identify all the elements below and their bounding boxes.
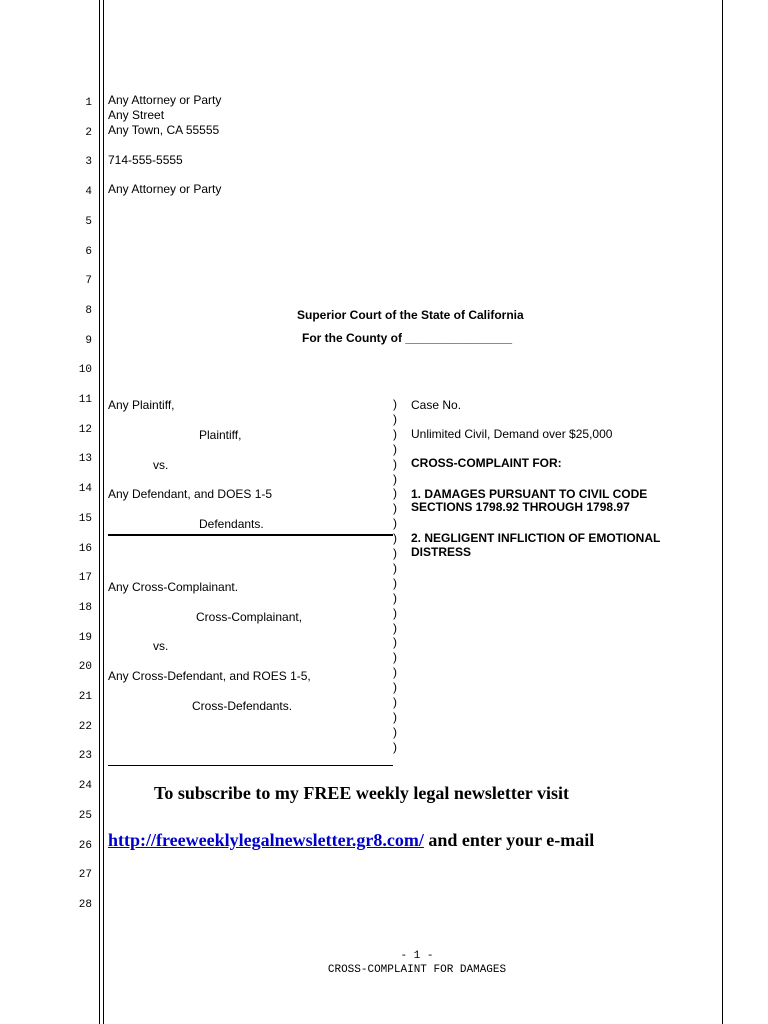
line-number: 12 (78, 423, 92, 436)
line-number: 5 (85, 215, 92, 228)
court-name: Superior Court of the State of California (297, 308, 524, 322)
defendant-role: Defendants. (199, 517, 264, 531)
caption-paren: ) (393, 635, 397, 650)
cross-complainant-role: Cross-Complainant, (196, 610, 303, 624)
left-margin-rule-outer (99, 0, 100, 1024)
caption-divider (108, 534, 393, 536)
footer-title: CROSS-COMPLAINT FOR DAMAGES (327, 964, 507, 976)
footer-page-number: - 1 - (400, 950, 434, 962)
caption-paren: ) (393, 411, 397, 426)
line-number: 27 (78, 869, 92, 882)
caption-paren: ) (393, 650, 397, 665)
attorney-phone: 714-555-5555 (108, 153, 183, 167)
line-number: 28 (78, 898, 92, 911)
caption-paren: ) (393, 441, 397, 456)
caption-paren: ) (393, 724, 397, 739)
caption-paren: ) (393, 680, 397, 695)
pleading-heading: CROSS-COMPLAINT FOR: (411, 456, 562, 470)
line-number: 2 (85, 126, 92, 139)
plaintiff-name: Any Plaintiff, (108, 398, 175, 412)
versus-2: vs. (153, 639, 169, 653)
caption-paren: ) (393, 575, 397, 590)
line-number: 8 (85, 304, 92, 317)
defendant-name: Any Defendant, and DOES 1-5 (108, 487, 273, 501)
caption-paren: ) (393, 531, 397, 546)
caption-paren: ) (393, 516, 397, 531)
caption-bottom-rule (108, 765, 393, 766)
line-number: 11 (78, 394, 92, 406)
caption-paren: ) (393, 620, 397, 635)
caption-paren: ) (393, 665, 397, 680)
caption-paren: ) (393, 426, 397, 441)
newsletter-line-2 (108, 830, 594, 851)
attorney-for: Any Attorney or Party (108, 182, 222, 196)
line-number: 26 (78, 839, 92, 852)
case-number-label: Case No. (411, 398, 462, 412)
line-number: 15 (78, 512, 92, 525)
line-number: 10 (78, 364, 92, 377)
caption-paren: ) (393, 456, 397, 471)
newsletter-link[interactable]: http://freeweeklylegalnewsletter.gr8.com/ (108, 830, 424, 850)
caption-paren: ) (393, 709, 397, 724)
caption-paren: ) (393, 560, 397, 575)
attorney-street: Any Street (108, 108, 165, 122)
caption-paren: ) (393, 739, 397, 754)
attorney-city: Any Town, CA 55555 (108, 123, 220, 137)
caption-paren: ) (393, 501, 397, 516)
line-number: 25 (78, 809, 92, 822)
caption-paren: ) (393, 590, 397, 605)
cause-2-line-2: DISTRESS (411, 545, 472, 559)
versus-1: vs. (153, 458, 169, 472)
left-margin-rule-inner (103, 0, 104, 1024)
line-number: 19 (78, 631, 92, 644)
caption-paren: ) (393, 605, 397, 620)
line-number: 1 (85, 97, 92, 109)
caption-paren: ) (393, 397, 397, 411)
line-number: 22 (78, 720, 92, 733)
plaintiff-role: Plaintiff, (199, 428, 242, 442)
right-margin-rule (722, 0, 723, 1024)
line-number: 4 (85, 186, 92, 199)
line-number: 3 (85, 156, 92, 169)
line-number: 13 (78, 453, 92, 466)
cause-1-line-2: SECTIONS 1798.92 THROUGH 1798.97 (411, 500, 630, 514)
newsletter-line-2-text: and enter your e-mail (423, 830, 595, 850)
cross-complainant-name: Any Cross-Complainant. (108, 580, 239, 594)
line-number: 16 (78, 542, 92, 555)
line-number: 20 (78, 661, 92, 674)
caption-paren: ) (393, 471, 397, 486)
caption-paren: ) (393, 546, 397, 560)
cause-2-line-1: 2. NEGLIGENT INFLICTION OF EMOTIONAL (411, 531, 661, 545)
cross-defendant-role: Cross-Defendants. (192, 699, 293, 713)
caption-paren: ) (393, 695, 397, 709)
court-county: For the County of ________________ (302, 331, 513, 345)
cross-defendant-name: Any Cross-Defendant, and ROES 1-5, (108, 669, 311, 683)
line-number: 17 (78, 572, 92, 585)
line-number: 18 (78, 601, 92, 614)
case-classification: Unlimited Civil, Demand over $25,000 (411, 427, 613, 441)
line-number: 14 (78, 483, 92, 496)
line-number: 21 (78, 691, 92, 703)
line-number: 24 (78, 780, 92, 793)
line-number: 23 (78, 750, 92, 763)
newsletter-line-1: To subscribe to my FREE weekly legal newsletter visit (154, 783, 569, 803)
attorney-name: Any Attorney or Party (108, 93, 222, 107)
caption-paren: ) (393, 486, 397, 501)
line-number: 7 (85, 275, 92, 288)
line-number: 6 (85, 245, 92, 258)
line-number: 9 (85, 334, 92, 347)
cause-1-line-1: 1. DAMAGES PURSUANT TO CIVIL CODE (411, 487, 648, 501)
